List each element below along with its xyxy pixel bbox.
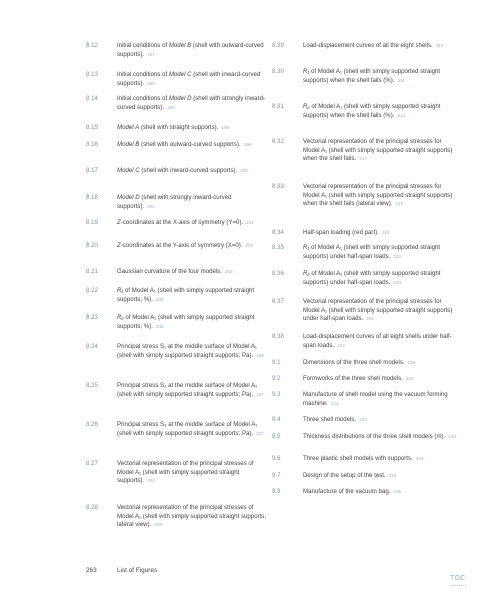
caption-emphasis: Model A (117, 124, 140, 131)
figure-number: 9.4 (272, 416, 281, 423)
page-reference[interactable]: 201 (246, 220, 254, 225)
figure-number: 8.16 (86, 141, 98, 148)
figure-caption (303, 244, 458, 261)
figure-entry[interactable] (272, 183, 458, 209)
figure-number: 8.14 (86, 95, 98, 102)
caption-text-continued: of Model A₁ (shell with simply supported straight supports) under half-span loads. (303, 244, 441, 260)
page-reference[interactable]: 229 (405, 376, 414, 381)
figure-entry[interactable] (86, 95, 270, 112)
caption-emphasis: R₂ (117, 314, 124, 321)
figure-number: 8.31 (272, 103, 284, 110)
figure-caption (117, 219, 270, 228)
caption-text: Formworks of the three shell models. (303, 375, 403, 382)
figure-number: 8.29 (272, 42, 284, 49)
caption-text: Half-span loading (red part). (303, 229, 379, 236)
figure-caption (303, 298, 458, 324)
figure-caption (303, 472, 458, 481)
page-reference[interactable]: 199 (243, 142, 252, 147)
figure-entry[interactable] (86, 124, 270, 133)
figure-entry[interactable] (86, 314, 270, 331)
page-reference[interactable]: 211 (397, 77, 405, 83)
page-reference[interactable]: 232 (359, 417, 367, 422)
figure-caption (117, 242, 270, 251)
figure-caption (303, 68, 458, 85)
page-reference[interactable]: 218 (381, 230, 390, 235)
figure-number: 8.36 (272, 270, 284, 277)
figure-entry[interactable] (272, 270, 458, 287)
figure-entry[interactable] (272, 229, 458, 238)
caption-text-continued: (shell with straight supports). (139, 124, 219, 131)
caption-text: Dimensions of the three shell models. (303, 359, 405, 366)
caption-text-continued: of Model A₁ (shell with simply supported straight supports) when the shell fails (%). (303, 103, 441, 119)
figure-entry[interactable] (272, 433, 458, 442)
page-reference[interactable]: 224 (337, 342, 345, 348)
caption-emphasis: Model B (168, 42, 192, 49)
figure-entry[interactable] (272, 391, 458, 408)
page-number: 263 (86, 567, 97, 574)
page-reference[interactable]: 207 (256, 391, 264, 397)
figure-number: 8.34 (272, 229, 284, 236)
figure-entry[interactable] (272, 472, 458, 481)
caption-text-continued: of Model A₁ (shell with simply supported straight supports; %). (117, 314, 255, 330)
figure-caption (303, 359, 458, 368)
caption-emphasis: R₁ (303, 244, 310, 251)
figure-number: 8.32 (272, 138, 284, 145)
figure-entry[interactable] (86, 167, 270, 176)
page-reference[interactable]: 200 (147, 203, 155, 209)
page-reference[interactable]: 208 (154, 522, 162, 528)
figure-entry[interactable] (272, 244, 458, 261)
figure-number: 9.2 (272, 375, 281, 382)
caption-text: Principal stress S₂ at the middle surface of Model A₁ (shell with simply supported straight supports; Pa). (117, 382, 258, 398)
caption-text-continued: (shell with strongly inward-curved supports). (117, 194, 232, 210)
caption-text-continued: -coordinates at the X-axis of symmetry (Y=0). (120, 219, 244, 226)
caption-text: Principal stress S₁ at the middle surface of Model A₁ (shell with simply supported straight supports; Pa). (117, 343, 257, 359)
figure-caption (303, 42, 458, 51)
figure-number: 9.8 (272, 488, 281, 495)
figure-entry[interactable] (86, 71, 270, 88)
figure-number: 9.5 (272, 433, 281, 440)
figure-caption (117, 71, 270, 88)
page-reference[interactable]: 235 (393, 489, 402, 494)
figure-caption (117, 141, 270, 150)
caption-text: Thickness distributions of the three shell models (m). (303, 433, 446, 440)
toc-link[interactable]: TOC (450, 575, 466, 582)
page-reference[interactable]: 197 (147, 51, 155, 57)
page-reference[interactable]: 200 (240, 168, 248, 173)
caption-emphasis: Model D (168, 95, 192, 102)
caption-emphasis: R₂ (303, 270, 310, 277)
figure-caption (117, 124, 270, 133)
caption-text-continued: -coordinates at the Y-axis of symmetry (X=0). (120, 242, 243, 249)
figure-caption (303, 455, 458, 464)
figure-caption (303, 375, 458, 384)
figure-number: 8.15 (86, 124, 98, 131)
caption-text-continued: (shell with outward-curved supports). (117, 42, 264, 58)
page-reference[interactable]: 207 (256, 430, 264, 436)
figure-number: 8.25 (86, 382, 98, 389)
caption-text-continued: (shell with outward-curved supports). (139, 141, 241, 148)
page-reference[interactable]: 228 (407, 360, 416, 365)
caption-emphasis: Model D (117, 194, 140, 201)
caption-text: Manufacture of the vacuum bag. (303, 488, 391, 495)
figure-entry[interactable] (86, 42, 270, 59)
figure-number: 8.20 (86, 242, 98, 249)
figure-caption (117, 42, 270, 59)
page-reference[interactable]: 231 (330, 400, 339, 406)
caption-emphasis: R₁ (117, 287, 124, 294)
figure-entry[interactable] (272, 375, 458, 384)
figure-entry[interactable] (272, 416, 458, 425)
caption-text: Load-displacement curves of all the eight shells. (303, 42, 433, 49)
caption-text-continued: of Model A₁ (shell with simply supported straight supports) under half-span loads. (303, 270, 441, 286)
caption-text: Initial conditions of (117, 71, 169, 78)
page-reference[interactable]: 206 (256, 352, 264, 358)
page-reference[interactable]: 220 (393, 279, 402, 285)
caption-text-continued: (shell with strongly inward-curved supports). (117, 95, 266, 111)
page-reference[interactable]: 220 (393, 253, 402, 259)
figure-entry[interactable] (272, 488, 458, 497)
figure-caption (303, 416, 458, 425)
caption-emphasis: Z (117, 242, 121, 249)
figure-number: 8.27 (86, 460, 98, 467)
figure-entry[interactable] (272, 333, 458, 350)
page-reference[interactable]: 233 (415, 456, 424, 461)
figure-caption (117, 460, 270, 486)
caption-text: Three shell models. (303, 416, 357, 423)
caption-text-continued: (shell with inward-curved supports). (139, 167, 238, 174)
figure-caption (117, 167, 270, 176)
caption-text: Initial conditions of (117, 95, 169, 102)
figure-number: 8.17 (86, 167, 98, 174)
figure-caption (117, 343, 270, 360)
figure-number: 8.22 (86, 287, 98, 294)
figure-entry[interactable] (272, 103, 458, 120)
figure-caption (117, 314, 270, 331)
caption-text: Gaussian curvature of the four models. (117, 268, 223, 275)
caption-text: Manufacture of shell model using the vacuum forming machine. (303, 391, 448, 407)
figure-number: 8.33 (272, 183, 284, 190)
page-reference[interactable]: 212 (397, 112, 406, 118)
caption-emphasis: R₁ (303, 68, 310, 75)
figure-number: 8.21 (86, 268, 98, 275)
caption-text: Vectorial representation of the principal stresses for Model A₁ (shell with simply supported straight supports) under half-span loads. (303, 298, 453, 323)
caption-text: Vectorial representation of the principal stresses for Model A₁ (shell with simply supported straight supports) when the shell fails. (303, 138, 453, 163)
figure-caption (117, 421, 270, 438)
caption-emphasis: Model C (168, 71, 192, 78)
caption-emphasis: Model B (117, 141, 140, 148)
figure-number: 8.23 (86, 314, 98, 321)
page-reference[interactable]: 202 (225, 269, 233, 274)
caption-emphasis: Z (117, 219, 121, 226)
caption-text: Vectorial representation of the principal stresses of Model A₁ (shell with simply supported straight supports, lateral view). (117, 504, 267, 529)
page-reference[interactable]: 218 (395, 201, 404, 207)
page-reference[interactable]: 205 (155, 323, 164, 329)
caption-text: Load-displacement curves of all eight shells under half-span loads. (303, 333, 452, 349)
figure-caption (303, 433, 458, 442)
figure-entry[interactable] (86, 460, 270, 486)
figure-number: 8.37 (272, 298, 284, 305)
figure-caption (117, 268, 270, 277)
figure-number: 9.7 (272, 472, 281, 479)
caption-text: Vectorial representation of the principal stresses for Model A₁ (shell with simply supported straight supports) when the shell fails (lateral view). (303, 183, 453, 208)
figure-number: 9.3 (272, 391, 281, 398)
figure-number: 9.6 (272, 455, 281, 462)
figure-caption (303, 391, 458, 408)
figure-entry[interactable] (272, 455, 458, 464)
figure-number: 8.38 (272, 333, 284, 340)
caption-text-continued: of Model A₁ (shell with simply supported straight supports) when the shell fails (%). (303, 68, 441, 84)
figure-entry[interactable] (86, 194, 270, 211)
figure-number: 8.18 (86, 194, 98, 201)
figure-entry[interactable] (86, 382, 270, 399)
page-reference[interactable]: 233 (448, 434, 456, 439)
figure-caption (303, 138, 458, 164)
page-reference[interactable]: 199 (221, 125, 230, 130)
page-reference[interactable]: 208 (147, 478, 155, 484)
figure-entry[interactable] (86, 343, 270, 360)
page-reference[interactable]: 217 (359, 156, 367, 162)
page-reference[interactable]: 210 (435, 43, 444, 48)
figure-number: 8.26 (86, 421, 98, 428)
figure-entry[interactable] (86, 504, 270, 530)
figure-caption (303, 333, 458, 350)
caption-emphasis: R₂ (303, 103, 310, 110)
figure-caption (117, 382, 270, 399)
caption-text: Initial conditions of (117, 42, 169, 49)
page-reference[interactable]: 198 (167, 104, 175, 110)
figure-caption (117, 95, 270, 112)
caption-text: Three plastic shell models with supports. (303, 455, 413, 462)
figure-entry[interactable] (86, 421, 270, 438)
figure-number: 9.1 (272, 359, 281, 366)
page-reference[interactable]: 221 (366, 316, 374, 322)
figure-number: 8.24 (86, 343, 98, 350)
figure-caption (303, 270, 458, 287)
figure-entry[interactable] (86, 141, 270, 150)
figure-entry[interactable] (86, 268, 270, 277)
figure-caption (303, 488, 458, 497)
caption-emphasis: Model C (117, 167, 140, 174)
caption-text: Vectorial representation of the principal stresses of Model A₁ (shell with simply supported straight supports). (117, 460, 254, 485)
running-title: List of Figures (117, 567, 158, 574)
figure-entry[interactable] (86, 219, 270, 228)
figure-number: 8.12 (86, 42, 98, 49)
page-reference[interactable]: 234 (388, 473, 397, 478)
figure-entry[interactable] (86, 242, 270, 251)
figure-number: 8.13 (86, 71, 98, 78)
caption-text: Principal stress S₃ at the middle surface of Model A₁ (shell with simply supported straight supports; Pa). (117, 421, 258, 437)
figure-entry[interactable] (272, 298, 458, 324)
caption-text-continued: (shell with inward-curved supports). (117, 71, 261, 87)
figure-caption (117, 287, 270, 304)
figure-number: 8.30 (272, 68, 284, 75)
page-reference[interactable]: 198 (147, 80, 155, 86)
figure-entry[interactable] (272, 68, 458, 85)
figure-caption (303, 103, 458, 120)
figure-caption (303, 183, 458, 209)
figure-number: 8.19 (86, 219, 98, 226)
page-reference[interactable]: 205 (155, 296, 164, 302)
figure-entry[interactable] (272, 138, 458, 164)
figure-caption (117, 194, 270, 211)
figure-entry[interactable] (272, 42, 458, 51)
figure-caption (117, 504, 270, 530)
figure-number: 8.28 (86, 504, 98, 511)
figure-number: 8.35 (272, 244, 284, 251)
figure-entry[interactable] (272, 359, 458, 368)
toc-underline (451, 584, 466, 586)
figure-entry[interactable] (86, 287, 270, 304)
caption-text-continued: of Model A₁ (shell with simply supported straight supports; %). (117, 287, 255, 303)
caption-text: Design of the setup of the test. (303, 472, 386, 479)
page-reference[interactable]: 201 (245, 243, 254, 248)
figure-caption (303, 229, 458, 238)
